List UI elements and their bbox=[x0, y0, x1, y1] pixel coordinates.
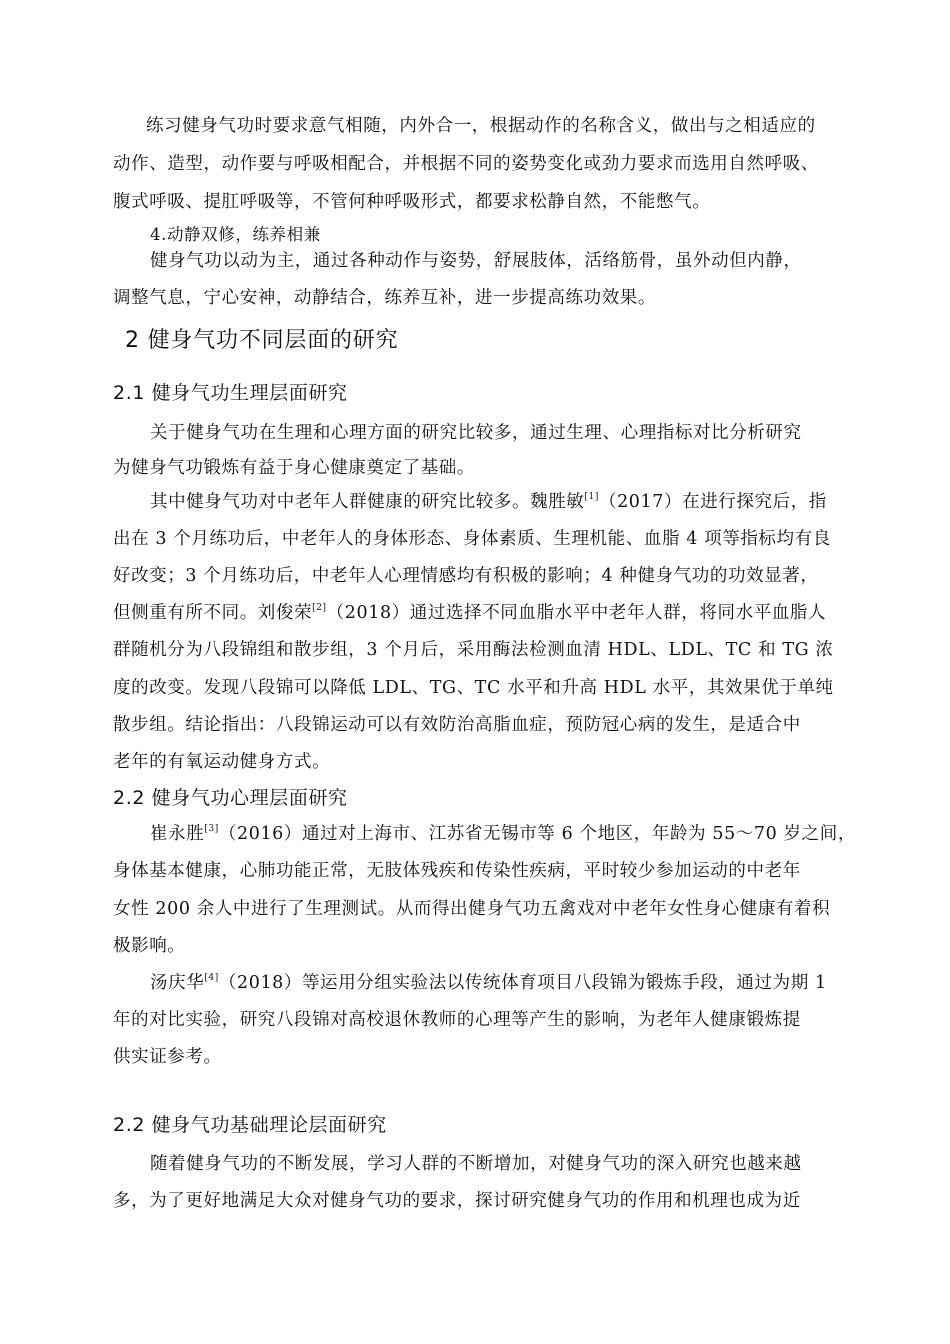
text-run: （2016）通过对上海市、江苏省无锡市等 6 个地区，年龄为 55～70 岁之间， bbox=[218, 824, 856, 844]
paragraph-line bbox=[113, 601, 826, 625]
text-run: （2018）通过选择不同血脂水平中老年人群，将同水平血脂人 bbox=[326, 603, 827, 623]
citation-ref: [1] bbox=[584, 492, 599, 502]
paragraph-line: 身体基本健康，心肺功能正常，无肢体残疾和传染性疾病，平时较少参加运动的中老年 bbox=[113, 861, 801, 881]
paragraph-line: 随着健身气功的不断发展，学习人群的不断增加，对健身气功的深入研究也越来越 bbox=[150, 1154, 802, 1174]
paragraph-line: 关于健身气功在生理和心理方面的研究比较多，通过生理、心理指标对比分析研究 bbox=[150, 423, 802, 443]
citation-ref: [2] bbox=[312, 603, 327, 613]
subsection-heading: 2.2 健身气功基础理论层面研究 bbox=[113, 1114, 387, 1136]
paragraph-line: 女性 200 余人中进行了生理测试。从而得出健身气功五禽戏对中老年女性身心健康有着积 bbox=[113, 899, 831, 919]
paragraph-line: 供实证参考。 bbox=[113, 1047, 222, 1067]
text-run: 但侧重有所不同。刘俊荣 bbox=[113, 603, 313, 623]
paragraph-line: 度的改变。发现八段锦可以降低 LDL、TG、TC 水平和升高 HDL 水平，其效果优于单纯 bbox=[113, 678, 834, 698]
text-run: 汤庆华 bbox=[150, 973, 205, 993]
paragraph-line: 出在 3 个月练功后，中老年人的身体形态、身体素质、生理机能、血脂 4 项等指标均有良 bbox=[113, 529, 831, 549]
list-item-heading: 4.动静双修，练养相兼 bbox=[150, 225, 321, 244]
text-run: 其中健身气功对中老年人群健康的研究比较多。魏胜敏 bbox=[150, 492, 585, 512]
paragraph-line bbox=[150, 490, 827, 514]
paragraph-line: 群随机分为八段锦组和散步组，3 个月后，采用酶法检测血清 HDL、LDL、TC 和 TG 浓 bbox=[113, 640, 834, 660]
subsection-heading: 2.1 健身气功生理层面研究 bbox=[113, 382, 348, 404]
text-run: 崔永胜 bbox=[150, 824, 205, 844]
text-run: （2017）在进行探究后，指 bbox=[598, 492, 827, 512]
paragraph-line: 健身气功以动为主，通过各种动作与姿势，舒展肢体，活络筋骨，虽外动但内静， bbox=[150, 251, 802, 271]
text-run: （2018）等运用分组实验法以传统体育项目八段锦为锻炼手段，通过为期 1 bbox=[218, 973, 827, 993]
paragraph-line bbox=[150, 822, 856, 846]
subsection-heading: 2.2 健身气功心理层面研究 bbox=[113, 787, 348, 809]
citation-ref: [3] bbox=[204, 824, 219, 834]
paragraph-line: 年的对比实验，研究八段锦对高校退休教师的心理等产生的影响，为老年人健康锻炼提 bbox=[113, 1010, 801, 1030]
paragraph-line: 练习健身气功时要求意气相随，内外合一，根据动作的名称含义，做出与之相适应的 bbox=[146, 116, 816, 136]
paragraph-line: 散步组。结论指出：八段锦运动可以有效防治高脂血症，预防冠心病的发生，是适合中 bbox=[113, 715, 801, 735]
citation-ref: [4] bbox=[204, 973, 219, 983]
section-heading: 2 健身气功不同层面的研究 bbox=[125, 328, 399, 353]
paragraph-line: 为健身气功锻炼有益于身心健康奠定了基础。 bbox=[113, 458, 475, 478]
paragraph-line: 腹式呼吸、提肛呼吸等，不管何种呼吸形式，都要求松静自然，不能憋气。 bbox=[113, 192, 711, 212]
paragraph-line bbox=[150, 971, 827, 995]
paragraph-line: 动作、造型，动作要与呼吸相配合，并根据不同的姿势变化或劲力要求而选用自然呼吸、 bbox=[113, 154, 819, 174]
paragraph-line: 多，为了更好地满足大众对健身气功的要求，探讨研究健身气功的作用和机理也成为近 bbox=[113, 1191, 801, 1211]
paragraph-line: 老年的有氧运动健身方式。 bbox=[113, 752, 331, 772]
paragraph-line: 好改变；3 个月练功后，中老年人心理情感均有积极的影响；4 种健身气功的功效显著， bbox=[113, 566, 819, 586]
paragraph-line: 极影响。 bbox=[113, 936, 186, 956]
paragraph-line: 调整气息，宁心安神，动静结合，练养互补，进一步提高练功效果。 bbox=[113, 288, 656, 308]
